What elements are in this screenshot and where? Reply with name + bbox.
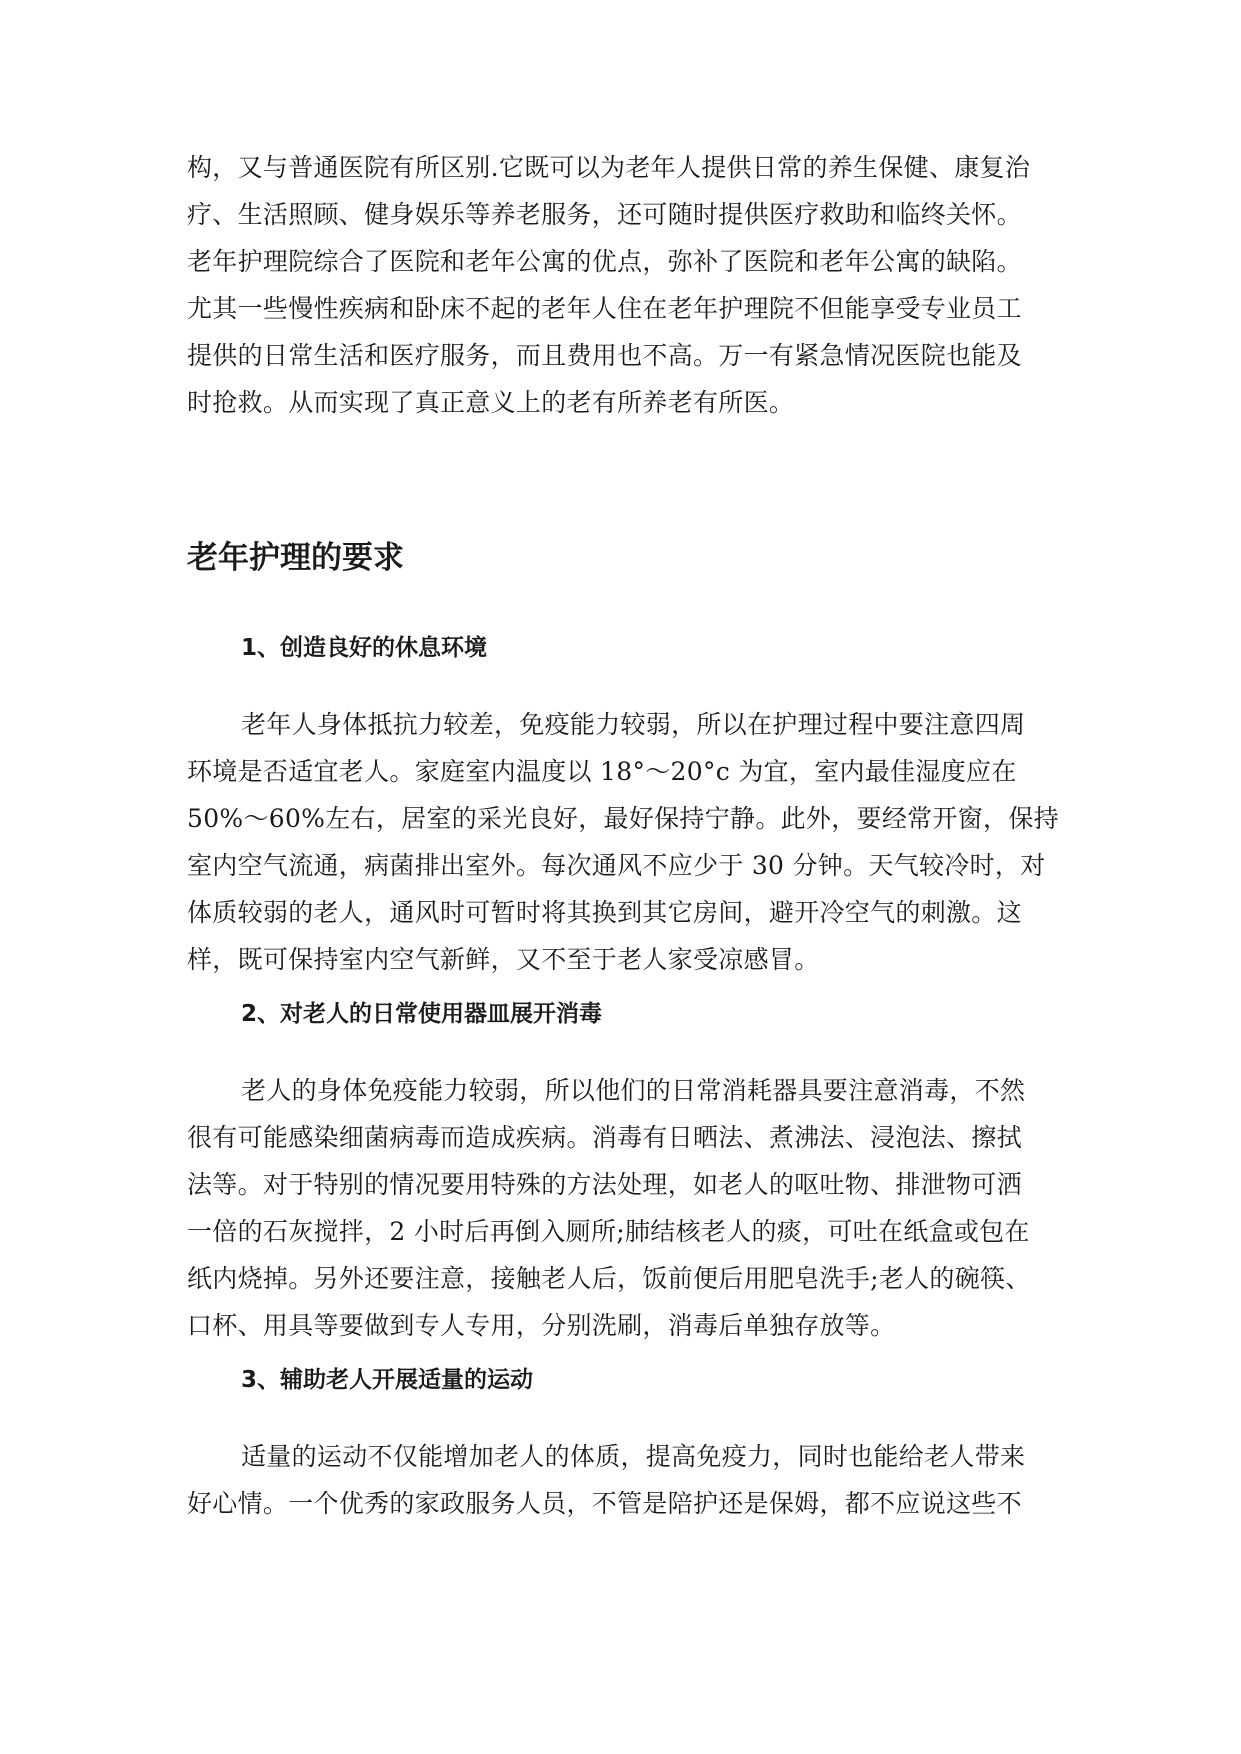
paragraph-line: 老年人身体抵抗力较差，免疫能力较弱，所以在护理过程中要注意四周 (241, 710, 1026, 739)
paragraph-line: 适量的运动不仅能增加老人的体质，提高免疫力，同时也能给老人带来 (241, 1442, 1026, 1471)
paragraph-line: 室内空气流通，病菌排出室外。每次通风不应少于 30 分钟。天气较冷时，对 (187, 851, 1046, 880)
paragraph-line: 口杯、用具等要做到专人专用，分别洗刷，消毒后单独存放等。 (187, 1311, 896, 1340)
paragraph-line: 尤其一些慢性疾病和卧床不起的老年人住在老年护理院不但能享受专业员工 (187, 294, 1022, 323)
paragraph-line: 好心情。一个优秀的家政服务人员，不管是陪护还是保姆，都不应说这些不 (187, 1489, 1022, 1518)
subsection-paragraph-3 (187, 1433, 1067, 1527)
paragraph-line: 老年护理院综合了医院和老年公寓的优点，弥补了医院和老年公寓的缺陷。 (187, 247, 1022, 276)
paragraph-line: 很有可能感染细菌病毒而造成疾病。消毒有日晒法、煮沸法、浸泡法、擦拭 (187, 1123, 1022, 1152)
paragraph-line: 50%～60%左右，居室的采光良好，最好保持宁静。此外，要经常开窗，保持 (187, 804, 1059, 833)
paragraph-line: 老人的身体免疫能力较弱，所以他们的日常消耗器具要注意消毒，不然 (241, 1076, 1026, 1105)
paragraph-line: 法等。对于特别的情况要用特殊的方法处理，如老人的呕吐物、排泄物可洒 (187, 1170, 1022, 1199)
paragraph-line: 一倍的石灰搅拌，2 小时后再倒入厕所;肺结核老人的痰，可吐在纸盒或包在 (187, 1217, 1030, 1246)
subsection-heading-1: 1、创造良好的休息环境 (241, 635, 488, 661)
intro-paragraph (187, 144, 1067, 426)
paragraph-line: 时抢救。从而实现了真正意义上的老有所养老有所医。 (187, 388, 795, 417)
paragraph-line: 体质较弱的老人，通风时可暂时将其换到其它房间，避开冷空气的刺激。这 (187, 898, 1022, 927)
paragraph-line: 样，既可保持室内空气新鲜，又不至于老人家受凉感冒。 (187, 945, 820, 974)
paragraph-line: 纸内烧掉。另外还要注意，接触老人后，饭前便后用肥皂洗手;老人的碗筷、 (187, 1264, 1031, 1293)
subsection-paragraph-2 (187, 1067, 1067, 1349)
paragraph-line: 提供的日常生活和医疗服务，而且费用也不高。万一有紧急情况医院也能及 (187, 341, 1022, 370)
paragraph-line: 疗、生活照顾、健身娱乐等养老服务，还可随时提供医疗救助和临终关怀。 (187, 200, 1022, 229)
subsection-heading-3: 3、辅助老人开展适量的运动 (241, 1367, 534, 1393)
paragraph-line: 构，又与普通医院有所区别.它既可以为老年人提供日常的养生保健、康复治 (187, 153, 1031, 182)
section-title: 老年护理的要求 (187, 540, 404, 576)
paragraph-line: 环境是否适宜老人。家庭室内温度以 18°～20°c 为宜，室内最佳湿度应在 (187, 757, 1017, 786)
subsection-paragraph-1 (187, 701, 1067, 983)
subsection-heading-2: 2、对老人的日常使用器皿展开消毒 (241, 1001, 603, 1027)
